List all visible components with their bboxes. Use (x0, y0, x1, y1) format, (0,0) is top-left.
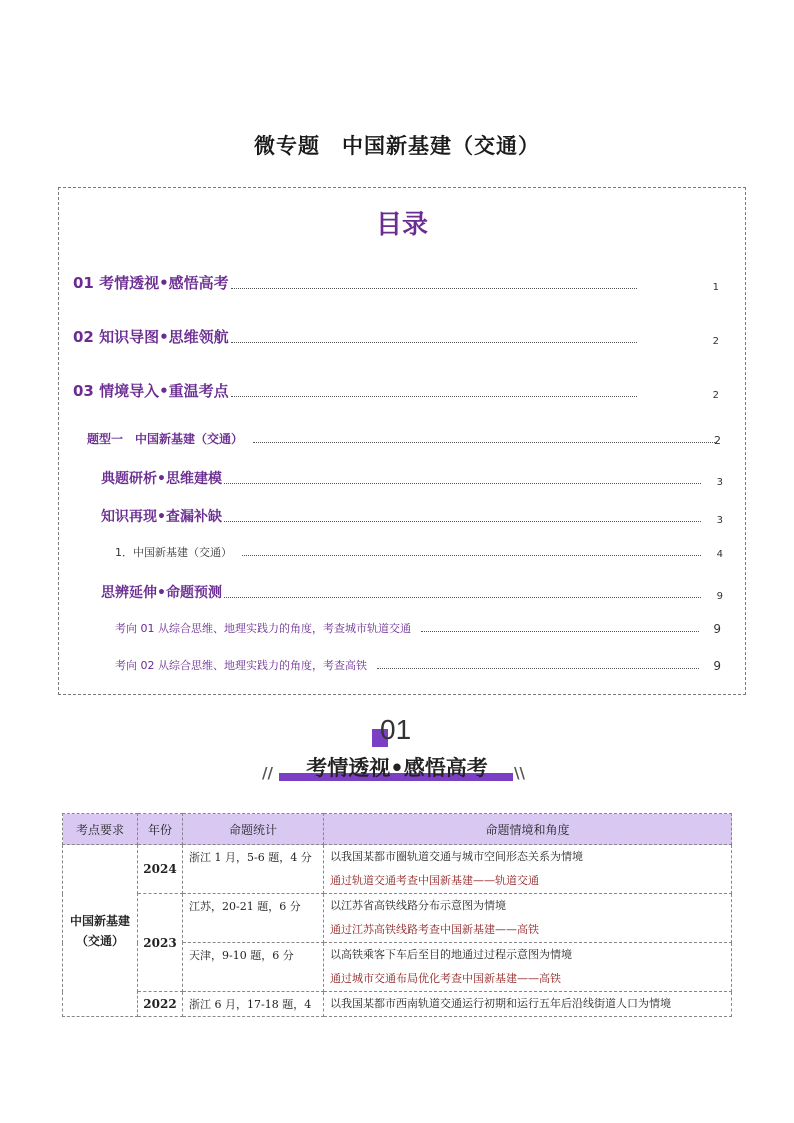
year-cell: 2024 (138, 845, 183, 894)
section-number: 01 (380, 714, 412, 745)
toc-entry-page: 2 (714, 434, 721, 447)
angle-line: 通过轨道交通考查中国新基建——轨道交通 (330, 874, 539, 887)
context-line: 以高铁乘客下车后至目的地通过过程示意图为情境 (330, 948, 572, 961)
toc-entry-page: 1 (712, 282, 719, 293)
toc-entry-page: 3 (716, 515, 723, 526)
toc-entry[interactable] (73, 272, 719, 293)
context-cell (324, 943, 732, 992)
toc-entry-label: 题型一 中国新基建（交通） (87, 432, 244, 446)
toc-leader (224, 521, 701, 522)
toc-entry[interactable] (101, 582, 723, 602)
toc-entry-label: 考向 01 从综合思维、地理实践力的角度，考查城市轨道交通 (115, 622, 411, 635)
toc-entry-page: 9 (713, 622, 721, 636)
toc-entry-label: 知识再现•查漏补缺 (101, 509, 222, 525)
table-header: 命题情境和角度 (324, 814, 732, 845)
toc-entry-label: 1．中国新基建（交通） (115, 546, 232, 559)
year-cell: 2023 (138, 894, 183, 992)
toc-entry[interactable] (73, 380, 719, 401)
toc-entry-label: 典题研析•思维建模 (101, 471, 222, 487)
year-cell: 2022 (138, 992, 183, 1017)
table-row (63, 992, 732, 1017)
toc-entry[interactable] (101, 468, 723, 488)
toc-entry[interactable] (115, 620, 721, 636)
toc-entry-label: 02 知识导图•思维领航 (73, 328, 229, 346)
stat-cell: 浙江 1 月，5-6 题，4 分 (183, 845, 324, 894)
toc-entry-page: 2 (712, 336, 719, 347)
toc-entry-page: 3 (716, 477, 723, 488)
slash-decoration-left: // (262, 764, 273, 782)
context-cell (324, 992, 732, 1017)
table-of-contents (58, 187, 746, 695)
toc-entry[interactable] (87, 430, 719, 447)
toc-entry-label: 思辨延伸•命题预测 (101, 585, 222, 601)
toc-entry-page: 2 (712, 390, 719, 401)
toc-leader (224, 597, 701, 598)
toc-entry-page: 9 (716, 591, 723, 602)
toc-leader (377, 668, 699, 669)
context-line: 以我国某都市西南轨道交通运行初期和运行五年后沿线街道人口为情境 (330, 997, 671, 1010)
toc-entry[interactable] (115, 544, 723, 560)
toc-leader (231, 288, 637, 289)
document-title-prefix: 微专题 (254, 134, 320, 158)
table-row (63, 845, 732, 894)
toc-entry-page: 4 (716, 549, 723, 560)
toc-leader (421, 631, 699, 632)
toc-entry-label: 03 情境导入•重温考点 (73, 382, 229, 400)
stat-cell: 浙江 6 月，17-18 题，4 (183, 992, 324, 1017)
slash-decoration-right: \\ (514, 764, 525, 782)
table-header-row (63, 814, 732, 845)
context-cell (324, 894, 732, 943)
topic-cell (63, 845, 138, 1017)
context-line: 以江苏省高铁线路分布示意图为情境 (330, 899, 506, 912)
exam-analysis-table (62, 813, 732, 1017)
toc-entry[interactable] (115, 657, 721, 673)
toc-leader (231, 342, 637, 343)
table-row (63, 894, 732, 943)
table-header: 考点要求 (63, 814, 138, 845)
toc-entry-label: 考向 02 从综合思维、地理实践力的角度，考查高铁 (115, 659, 367, 672)
angle-line: 通过江苏高铁线路考查中国新基建——高铁 (330, 923, 539, 936)
stat-cell: 天津，9-10 题，6 分 (183, 943, 324, 992)
context-cell (324, 845, 732, 894)
document-title-main: 中国新基建（交通） (342, 134, 540, 158)
document-title (0, 130, 794, 160)
table-header: 命题统计 (183, 814, 324, 845)
toc-entry[interactable] (101, 506, 723, 526)
toc-leader (224, 483, 701, 484)
topic-text: 中国新基建（交通） (70, 913, 131, 948)
toc-heading: 目录 (375, 210, 428, 240)
context-line: 以我国某都市圈轨道交通与城市空间形态关系为情境 (330, 850, 583, 863)
toc-leader (242, 555, 701, 556)
toc-entry-page: 9 (713, 659, 721, 673)
toc-entry-label: 01 考情透视•感悟高考 (73, 274, 229, 292)
section-title: 考情透视•感悟高考 (306, 756, 488, 780)
angle-line: 通过城市交通布局优化考查中国新基建——高铁 (330, 972, 561, 985)
stat-cell: 江苏，20-21 题，6 分 (183, 894, 324, 943)
toc-leader (231, 396, 637, 397)
toc-entry[interactable] (73, 326, 719, 347)
toc-leader (253, 442, 717, 443)
table-header: 年份 (138, 814, 183, 845)
